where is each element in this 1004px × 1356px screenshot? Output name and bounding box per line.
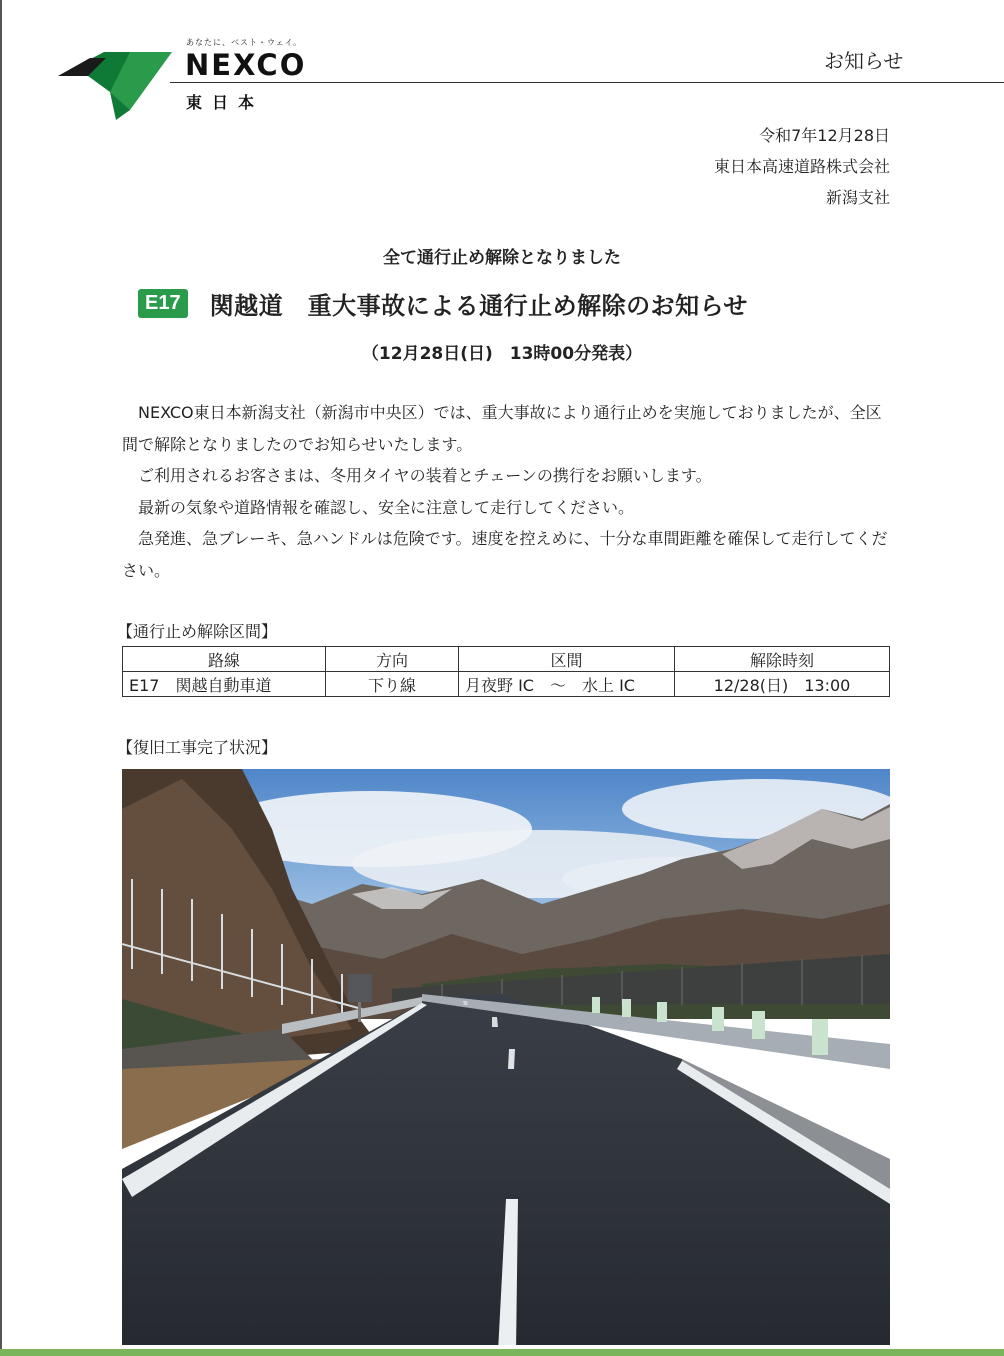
restoration-photo bbox=[122, 769, 890, 1345]
title-row bbox=[138, 285, 748, 321]
body-text bbox=[122, 397, 892, 586]
column-header-release-time: 解除時刻 bbox=[675, 647, 890, 672]
body-paragraph: 最新の気象や道路情報を確認し、安全に注意して走行してください。 bbox=[138, 497, 635, 517]
issuer-block bbox=[714, 120, 890, 213]
body-paragraph: 急発進、急ブレーキ、急ハンドルは危険です。速度を控えめに、十分な車間距離を確保して走行してください。 bbox=[122, 529, 888, 580]
closure-table bbox=[122, 646, 890, 697]
column-header-route: 路線 bbox=[123, 647, 326, 672]
photo-section-label: 【復旧工事完了状況】 bbox=[117, 738, 278, 757]
body-paragraph: ご利用されるお客さまは、冬用タイヤの装着とチェーンの携行をお願いします。 bbox=[138, 466, 712, 485]
route-badge: E17 bbox=[138, 289, 188, 318]
logo-brand: NEXCO bbox=[185, 48, 307, 82]
body-paragraph: NEXCO東日本新潟支社（新潟市中央区）では、重大事故により通行止めを実施しておりましたが、全区間で解除となりましたのでお知らせいたします。 bbox=[122, 403, 882, 454]
announcement-time: （12月28日(日) 13時00分発表） bbox=[361, 344, 643, 364]
issuer-company: 東日本高速道路株式会社 bbox=[713, 157, 890, 176]
column-header-direction: 方向 bbox=[326, 647, 459, 672]
cell-direction: 下り線 bbox=[326, 672, 459, 697]
footer-bar bbox=[0, 1349, 1004, 1356]
column-header-section: 区間 bbox=[459, 647, 675, 672]
cell-route: E17 関越自動車道 bbox=[123, 672, 326, 697]
issue-date: 令和7年12月28日 bbox=[759, 126, 890, 145]
nexco-logo-mark-icon bbox=[58, 44, 178, 120]
issuer-branch: 新潟支社 bbox=[825, 188, 890, 207]
page-left-border bbox=[0, 0, 2, 1356]
header-divider bbox=[170, 82, 1004, 83]
road-photo-illustration bbox=[122, 769, 890, 1345]
nexco-logo bbox=[58, 36, 328, 120]
table-row bbox=[123, 672, 890, 697]
page-title: 関越道 重大事故による通行止め解除のお知らせ bbox=[209, 291, 748, 320]
table-header-row bbox=[123, 647, 890, 672]
status-line: 全て通行止め解除となりました bbox=[383, 248, 621, 268]
cell-section: 月夜野 IC ～ 水上 IC bbox=[459, 672, 675, 697]
logo-region: 東日本 bbox=[186, 93, 265, 112]
closure-table-label: 【通行止め解除区間】 bbox=[117, 622, 278, 641]
logo-tagline: あなたに、ベスト・ウェイ。 bbox=[186, 38, 302, 47]
document-type: お知らせ bbox=[824, 49, 904, 73]
cell-release-time: 12/28(日) 13:00 bbox=[675, 672, 890, 697]
